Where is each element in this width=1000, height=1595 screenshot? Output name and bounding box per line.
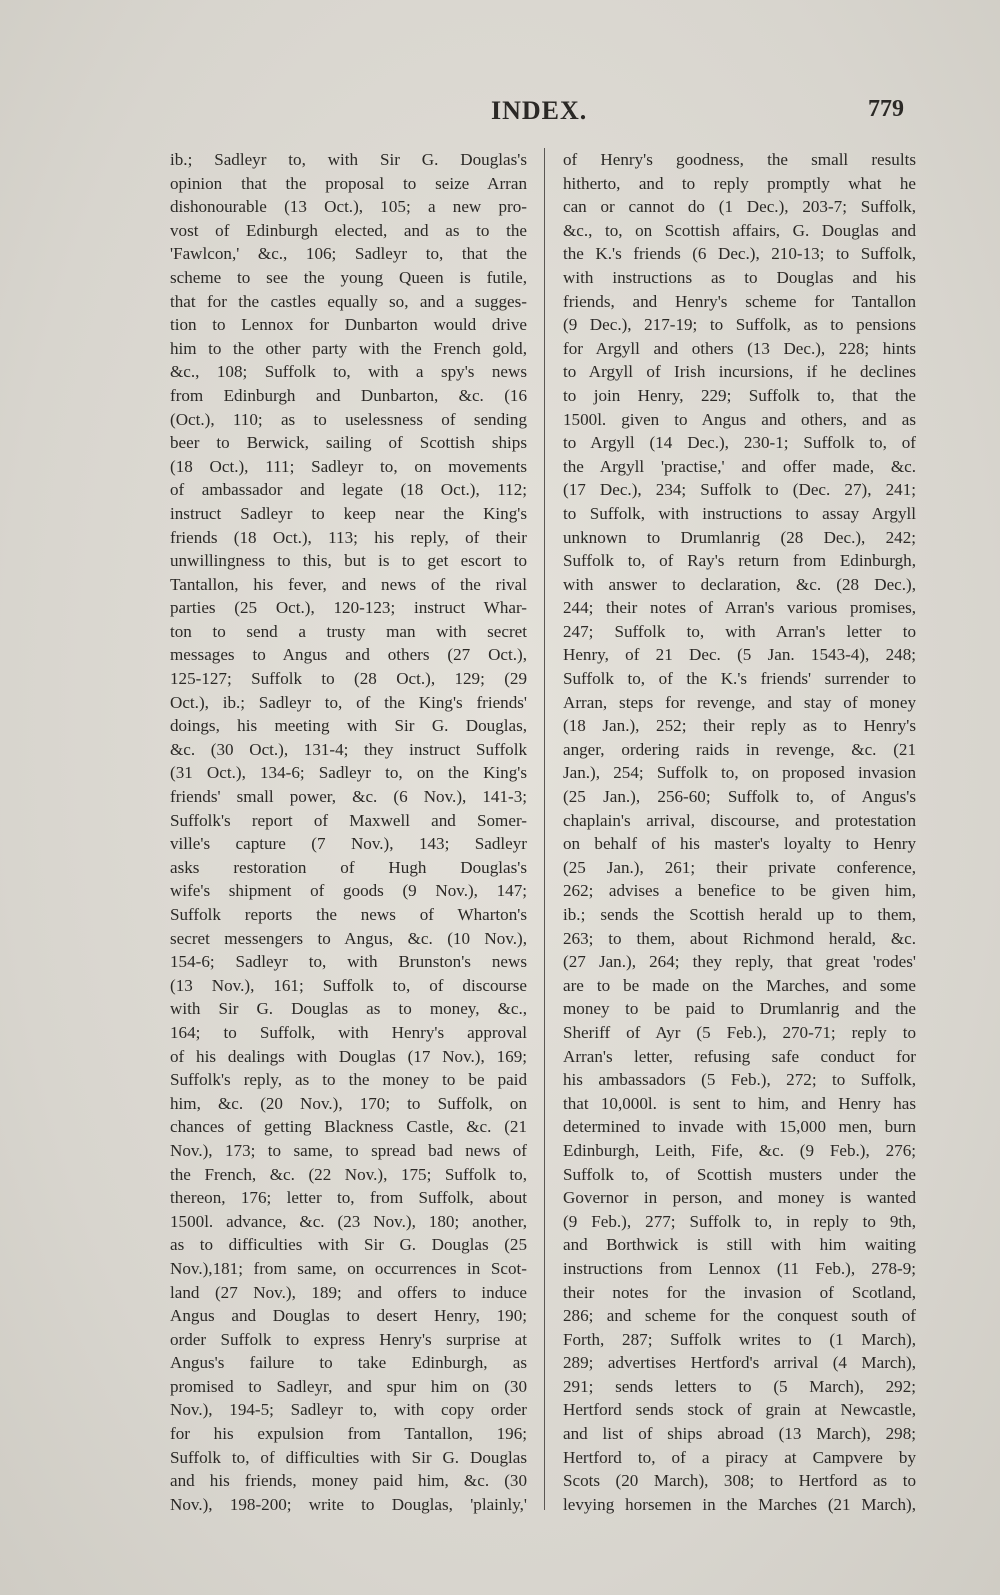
index-line: of Henry's goodness, the small results [563, 150, 916, 169]
index-line: the French, &c. (22 Nov.), 175; Suffolk to, [170, 1164, 527, 1184]
index-line: friends (18 Oct.), 113; his reply, of their [170, 527, 527, 547]
index-line: (31 Oct.), 134-6; Sadleyr to, on the King's [170, 763, 527, 783]
index-line: doings, his meeting with Sir G. Douglas, [170, 716, 527, 736]
index-line: Tantallon, his fever, and news of the rival [170, 574, 527, 594]
index-line: messages to Angus and others (27 Oct.), [170, 645, 527, 665]
index-line: to Suffolk, with instructions to assay Argyll [563, 503, 916, 523]
index-line: with instructions as to Douglas and his [563, 267, 916, 287]
index-line: wife's shipment of goods (9 Nov.), 147; [170, 881, 527, 901]
index-line: Nov.), 194-5; Sadleyr to, with copy order [170, 1400, 527, 1420]
index-line: anger, ordering raids in revenge, &c. (21 [563, 739, 916, 759]
index-line: (25 Jan.), 261; their private conference, [563, 857, 916, 877]
index-line: dishonourable (13 Oct.), 105; a new pro- [170, 197, 527, 217]
index-line: that 10,000l. is sent to him, and Henry has [563, 1093, 916, 1113]
index-line: instructions from Lennox (11 Feb.), 278-9; [563, 1258, 916, 1278]
index-line: 263; to them, about Richmond herald, &c. [563, 928, 916, 948]
index-line: unwillingness to this, but is to get escort to [170, 551, 527, 571]
index-line: (17 Dec.), 234; Suffolk to (Dec. 27), 241; [563, 480, 916, 500]
index-line: &c., to, on Scottish affairs, G. Douglas and [563, 220, 916, 240]
index-line: from Edinburgh and Dunbarton, &c. (16 [170, 385, 527, 405]
index-line: Angus and Douglas to desert Henry, 190; [170, 1306, 527, 1326]
index-line: Henry, of 21 Dec. (5 Jan. 1543-4), 248; [563, 645, 916, 665]
index-line: Scots (20 March), 308; to Hertford as to [563, 1471, 916, 1491]
index-line: Nov.), 173; to same, to spread bad news of [170, 1140, 527, 1160]
index-line: Hertford to, of a piracy at Campvere by [563, 1447, 916, 1467]
index-line: Arran, steps for revenge, and stay of money [563, 692, 916, 712]
index-line: and list of ships abroad (13 March), 298; [563, 1424, 916, 1444]
index-line: Suffolk to, of Scottish musters under the [563, 1164, 916, 1184]
index-line: to Argyll of Irish incursions, if he declines [563, 362, 916, 382]
index-line: Jan.), 254; Suffolk to, on proposed invasion [563, 763, 916, 783]
index-line: Angus's failure to take Edinburgh, as [170, 1353, 527, 1373]
index-line: (18 Oct.), 111; Sadleyr to, on movements [170, 456, 527, 476]
index-line: and Borthwick is still with him waiting [563, 1235, 916, 1255]
page-header [0, 96, 1000, 136]
index-line: promised to Sadleyr, and spur him on (30 [170, 1376, 527, 1396]
index-line: chaplain's arrival, discourse, and protestation [563, 810, 916, 830]
index-line: secret messengers to Angus, &c. (10 Nov.), [170, 928, 527, 948]
index-line: Governor in person, and money is wanted [563, 1188, 916, 1208]
page-title: INDEX. [491, 96, 588, 125]
index-line: Nov.),181; from same, on occurrences in Scot- [170, 1258, 527, 1278]
index-line: him to the other party with the French gold, [170, 338, 527, 358]
index-line: Edinburgh, Leith, Fife, &c. (9 Feb.), 276; [563, 1140, 916, 1160]
index-line: opinion that the proposal to seize Arran [170, 173, 527, 193]
index-line: with Sir G. Douglas as to money, &c., [170, 999, 527, 1019]
index-line: chances of getting Blackness Castle, &c. (21 [170, 1117, 527, 1137]
index-line: their notes for the invasion of Scotland, [563, 1282, 916, 1302]
index-line: Arran's letter, refusing safe conduct for [563, 1046, 916, 1066]
index-line: 'Fawlcon,' &c., 106; Sadleyr to, that the [170, 244, 527, 264]
index-line: &c., 108; Suffolk to, with a spy's news [170, 362, 527, 382]
index-line: friends' small power, &c. (6 Nov.), 141-3; [170, 787, 527, 807]
index-line: Hertford sends stock of grain at Newcastle, [563, 1400, 916, 1420]
index-line: Suffolk to, of difficulties with Sir G. Douglas [170, 1447, 527, 1467]
index-line: 262; advises a benefice to be given him, [563, 881, 916, 901]
index-line: on behalf of his master's loyalty to Henry [563, 834, 916, 854]
index-line: 289; advertises Hertford's arrival (4 March), [563, 1353, 916, 1373]
index-line: Suffolk's reply, as to the money to be paid [170, 1070, 527, 1090]
index-line: that for the castles equally so, and a sugges- [170, 291, 527, 311]
index-line: Suffolk's report of Maxwell and Somer- [170, 810, 527, 830]
index-line: the K.'s friends (6 Dec.), 210-13; to Suffolk, [563, 244, 916, 264]
index-line: (27 Jan.), 264; they reply, that great 'rodes' [563, 952, 916, 972]
index-line: (Oct.), 110; as to uselessness of sending [170, 409, 527, 429]
right-text-column [563, 148, 916, 1516]
index-line: hitherto, and to reply promptly what he [563, 173, 916, 193]
index-line: ton to send a trusty man with secret [170, 621, 527, 641]
index-line: money to be paid to Drumlanrig and the [563, 999, 916, 1019]
page-number: 779 [868, 96, 904, 122]
index-line: 291; sends letters to (5 March), 292; [563, 1376, 916, 1396]
index-line: scheme to see the young Queen is futile, [170, 267, 527, 287]
index-line: determined to invade with 15,000 men, burn [563, 1117, 916, 1137]
index-line: friends, and Henry's scheme for Tantallon [563, 291, 916, 311]
index-line: 247; Suffolk to, with Arran's letter to [563, 621, 916, 641]
index-line: 286; and scheme for the conquest south of [563, 1306, 916, 1326]
index-line: (25 Jan.), 256-60; Suffolk to, of Angus's [563, 787, 916, 807]
index-line: levying horsemen in the Marches (21 March), [563, 1494, 916, 1514]
index-line: (13 Nov.), 161; Suffolk to, of discourse [170, 975, 527, 995]
index-line: 244; their notes of Arran's various promises, [563, 598, 916, 618]
index-line: 154-6; Sadleyr to, with Brunston's news [170, 952, 527, 972]
index-line: ib.; Sadleyr to, with Sir G. Douglas's [170, 150, 527, 169]
index-line: Suffolk to, of Ray's return from Edinburgh, [563, 551, 916, 571]
index-line: for his expulsion from Tantallon, 196; [170, 1424, 527, 1444]
index-line: unknown to Drumlanrig (28 Dec.), 242; [563, 527, 916, 547]
index-line: and his friends, money paid him, &c. (30 [170, 1471, 527, 1491]
index-line: beer to Berwick, sailing of Scottish ships [170, 433, 527, 453]
index-line: 125-127; Suffolk to (28 Oct.), 129; (29 [170, 669, 527, 689]
index-line: Nov.), 198-200; write to Douglas, 'plainly,' [170, 1494, 527, 1514]
index-line: the Argyll 'practise,' and offer made, &c. [563, 456, 916, 476]
index-line: Forth, 287; Suffolk writes to (1 March), [563, 1329, 916, 1349]
index-line: Sheriff of Ayr (5 Feb.), 270-71; reply to [563, 1022, 916, 1042]
index-line: are to be made on the Marches, and some [563, 975, 916, 995]
index-line: vost of Edinburgh elected, and as to the [170, 220, 527, 240]
index-line: (9 Dec.), 217-19; to Suffolk, as to pensions [563, 315, 916, 335]
index-line: thereon, 176; letter to, from Suffolk, about [170, 1188, 527, 1208]
index-line: &c. (30 Oct.), 131-4; they instruct Suffolk [170, 739, 527, 759]
index-line: for Argyll and others (13 Dec.), 228; hints [563, 338, 916, 358]
index-line: 164; to Suffolk, with Henry's approval [170, 1022, 527, 1042]
index-line: land (27 Nov.), 189; and offers to induce [170, 1282, 527, 1302]
index-line: as to difficulties with Sir G. Douglas (25 [170, 1235, 527, 1255]
column-divider [544, 148, 545, 1510]
index-line: instruct Sadleyr to keep near the King's [170, 503, 527, 523]
index-line: with answer to declaration, &c. (28 Dec.), [563, 574, 916, 594]
index-line: (9 Feb.), 277; Suffolk to, in reply to 9th, [563, 1211, 916, 1231]
index-line: tion to Lennox for Dunbarton would drive [170, 315, 527, 335]
index-line: ville's capture (7 Nov.), 143; Sadleyr [170, 834, 527, 854]
index-line: Oct.), ib.; Sadleyr to, of the King's friends' [170, 692, 527, 712]
index-line: his ambassadors (5 Feb.), 272; to Suffolk, [563, 1070, 916, 1090]
index-line: 1500l. given to Angus and others, and as [563, 409, 916, 429]
index-line: 1500l. advance, &c. (23 Nov.), 180; another, [170, 1211, 527, 1231]
index-line: (18 Jan.), 252; their reply as to Henry's [563, 716, 916, 736]
index-line: of ambassador and legate (18 Oct.), 112; [170, 480, 527, 500]
index-line: parties (25 Oct.), 120-123; instruct Whar- [170, 598, 527, 618]
index-line: Suffolk to, of the K.'s friends' surrender to [563, 669, 916, 689]
index-line: can or cannot do (1 Dec.), 203-7; Suffolk, [563, 197, 916, 217]
index-line: to Argyll (14 Dec.), 230-1; Suffolk to, of [563, 433, 916, 453]
left-text-column [170, 148, 527, 1516]
index-line: him, &c. (20 Nov.), 170; to Suffolk, on [170, 1093, 527, 1113]
index-line: ib.; sends the Scottish herald up to them, [563, 905, 916, 924]
index-line: Suffolk reports the news of Wharton's [170, 905, 527, 924]
index-line: asks restoration of Hugh Douglas's [170, 857, 527, 877]
index-line: to join Henry, 229; Suffolk to, that the [563, 385, 916, 405]
index-line: of his dealings with Douglas (17 Nov.), 169; [170, 1046, 527, 1066]
index-line: order Suffolk to express Henry's surprise at [170, 1329, 527, 1349]
